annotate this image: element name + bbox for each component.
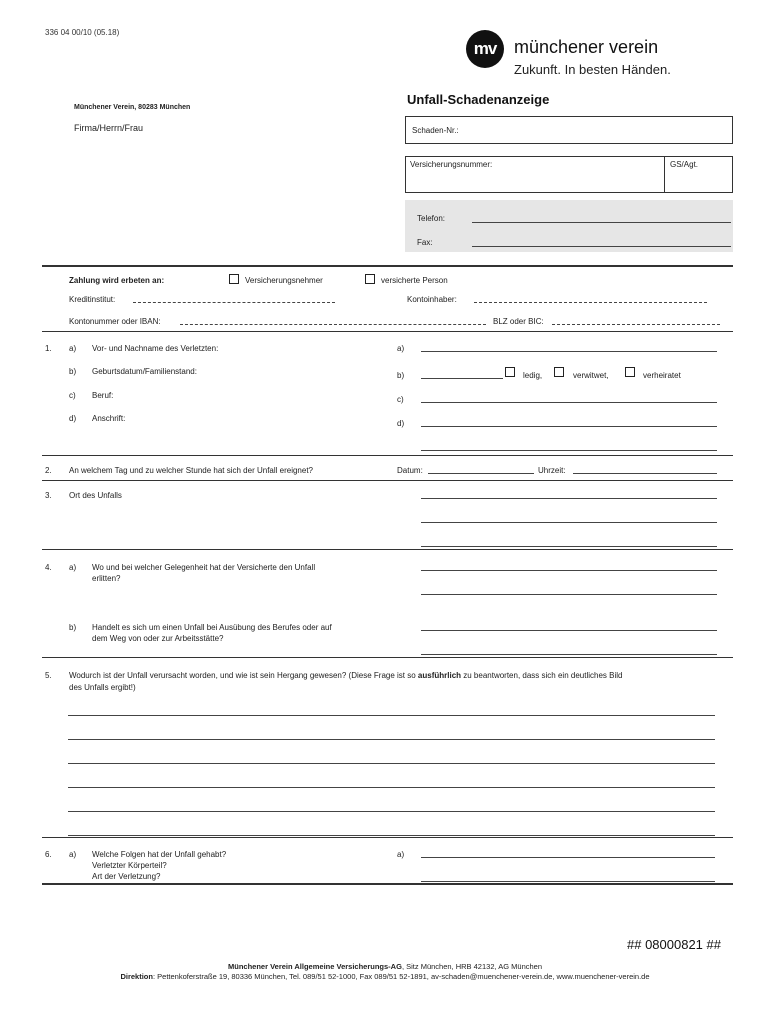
footer-registry: , Sitz München, HRB 42132, AG München <box>401 962 543 971</box>
iban-label: Kontonummer oder IBAN: <box>69 317 161 326</box>
bic-input[interactable] <box>552 316 720 325</box>
q2-text: An welchem Tag und zu welcher Stunde hat sich der Unfall ereignet? <box>69 466 313 475</box>
payment-label: Zahlung wird erbeten an: <box>69 276 165 285</box>
description-line-2[interactable] <box>68 730 715 740</box>
q5-number: 5. <box>45 671 52 680</box>
q6-line2: Verletzter Körperteil? <box>92 861 167 870</box>
q4b-letter: b) <box>69 623 77 632</box>
q5-text-line2: des Unfalls ergibt!) <box>69 683 136 692</box>
q3-number: 3. <box>45 491 52 500</box>
divider <box>42 837 733 838</box>
date-input[interactable] <box>428 465 534 474</box>
addressee-label: Firma/Herrn/Frau <box>74 123 144 133</box>
claim-number-field[interactable] <box>405 116 733 144</box>
footer-direktion-label: Direktion <box>120 972 153 981</box>
q1-number: 1. <box>45 344 52 353</box>
q4-number: 4. <box>45 563 52 572</box>
q1b-letter: b) <box>69 367 77 376</box>
address-input-2[interactable] <box>421 441 717 451</box>
single-label: ledig, <box>523 371 543 380</box>
claim-number-label: Schaden-Nr.: <box>412 126 459 135</box>
q1a-letter: a) <box>69 344 77 353</box>
footer-line-2 <box>0 972 770 981</box>
married-label: verheiratet <box>643 371 681 380</box>
logo-name: münchener verein <box>514 37 659 57</box>
q1c-answer-label: c) <box>397 395 404 404</box>
phone-input[interactable] <box>472 213 731 223</box>
description-line-4[interactable] <box>68 778 715 788</box>
q5-text-pre: Wodurch ist der Unfall verursacht worden, und wie ist sein Hergang gewesen? (Diese Frage ist so <box>69 671 418 680</box>
q6-line3: Art der Verletzung? <box>92 872 161 881</box>
q4a-line2: erlitten? <box>92 574 121 583</box>
q4a-line1: Wo und bei welcher Gelegenheit hat der Versicherte den Unfall <box>92 563 316 572</box>
q1c-letter: c) <box>69 391 76 400</box>
widowed-label: verwitwet, <box>573 371 609 380</box>
footer-company: Münchener Verein Allgemeine Versicherungs-AG <box>227 962 402 971</box>
consequences-input-1[interactable] <box>421 848 715 858</box>
footer-contact: : Pettenkoferstraße 19, 80336 München, Tel. 089/51 52-1000, Fax 089/51 52-1891, av-schaden@muenchener-verein.de, www.muenchener-verein.de <box>152 972 650 981</box>
policyholder-checkbox[interactable] <box>229 274 239 284</box>
q1d-answer-label: d) <box>397 419 405 428</box>
q4a-letter: a) <box>69 563 77 572</box>
document-number: ## 08000821 ## <box>627 937 721 952</box>
policyholder-label: Versicherungsnehmer <box>245 276 323 285</box>
q6-number: 6. <box>45 850 52 859</box>
q1b-text: Geburtsdatum/Familienstand: <box>92 367 197 376</box>
footer-line-1 <box>0 962 770 971</box>
time-input[interactable] <box>573 465 717 474</box>
location-input-2[interactable] <box>421 513 717 523</box>
account-holder-label: Kontoinhaber: <box>407 295 457 304</box>
consequences-input-2[interactable] <box>421 872 715 882</box>
name-input[interactable] <box>421 342 717 352</box>
location-input-1[interactable] <box>421 489 717 499</box>
phone-label: Telefon: <box>417 214 446 223</box>
account-holder-input[interactable] <box>474 294 707 303</box>
q5-text <box>69 671 622 680</box>
divider <box>42 657 733 658</box>
divider <box>42 480 733 481</box>
birthdate-input[interactable] <box>421 369 503 379</box>
address-input-1[interactable] <box>421 417 717 427</box>
divider <box>42 331 733 332</box>
q1d-text: Anschrift: <box>92 414 126 423</box>
single-checkbox[interactable] <box>505 367 515 377</box>
work-related-input-2[interactable] <box>421 645 717 655</box>
q6-line1: Welche Folgen hat der Unfall gehabt? <box>92 850 227 859</box>
divider <box>42 883 733 885</box>
q3-text: Ort des Unfalls <box>69 491 122 500</box>
logo-mark: mv <box>466 30 504 68</box>
divider <box>42 455 733 456</box>
iban-input[interactable] <box>180 316 486 325</box>
description-line-1[interactable] <box>68 706 715 716</box>
divider <box>42 549 733 550</box>
widowed-checkbox[interactable] <box>554 367 564 377</box>
insured-person-label: versicherte Person <box>381 276 448 285</box>
divider <box>42 265 733 267</box>
q4b-line2: dem Weg von oder zur Arbeitsstätte? <box>92 634 224 643</box>
q1b-answer-label: b) <box>397 371 405 380</box>
agency-label: GS/Agt. <box>670 160 699 169</box>
work-related-input-1[interactable] <box>421 621 717 631</box>
q6-answer-label: a) <box>397 850 405 859</box>
date-label: Datum: <box>397 466 423 475</box>
q5-text-bold: ausführlich <box>417 671 462 680</box>
description-line-3[interactable] <box>68 754 715 764</box>
insured-person-checkbox[interactable] <box>365 274 375 284</box>
fax-label: Fax: <box>417 238 433 247</box>
q1a-answer-label: a) <box>397 344 405 353</box>
description-line-6[interactable] <box>68 826 715 836</box>
q5-text-post: zu beantworten, dass sich ein deutliches Bild <box>461 671 623 680</box>
form-code: 336 04 00/10 (05.18) <box>45 28 120 37</box>
q2-number: 2. <box>45 466 52 475</box>
logo-slogan: Zukunft. In besten Händen. <box>514 62 671 77</box>
bank-input[interactable] <box>133 294 335 303</box>
location-input-3[interactable] <box>421 537 717 547</box>
policy-number-field[interactable] <box>405 156 733 193</box>
policy-number-label: Versicherungsnummer: <box>410 160 493 169</box>
q6a-letter: a) <box>69 850 77 859</box>
q4b-line1: Handelt es sich um einen Unfall bei Ausübung des Berufes oder auf <box>92 623 332 632</box>
occupation-input[interactable] <box>421 393 717 403</box>
bank-label: Kreditinstitut: <box>69 295 116 304</box>
form-title: Unfall-Schadenanzeige <box>407 92 550 107</box>
sender-line: Münchener Verein, 80283 München <box>74 104 191 111</box>
description-line-5[interactable] <box>68 802 715 812</box>
circumstance-input-2[interactable] <box>421 585 717 595</box>
time-label: Uhrzeit: <box>538 466 566 475</box>
circumstance-input-1[interactable] <box>421 561 717 571</box>
married-checkbox[interactable] <box>625 367 635 377</box>
q1a-text: Vor- und Nachname des Verletzten: <box>92 344 219 353</box>
q1c-text: Beruf: <box>92 391 114 400</box>
q1d-letter: d) <box>69 414 77 423</box>
fax-input[interactable] <box>472 237 731 247</box>
bic-label: BLZ oder BIC: <box>493 317 544 326</box>
